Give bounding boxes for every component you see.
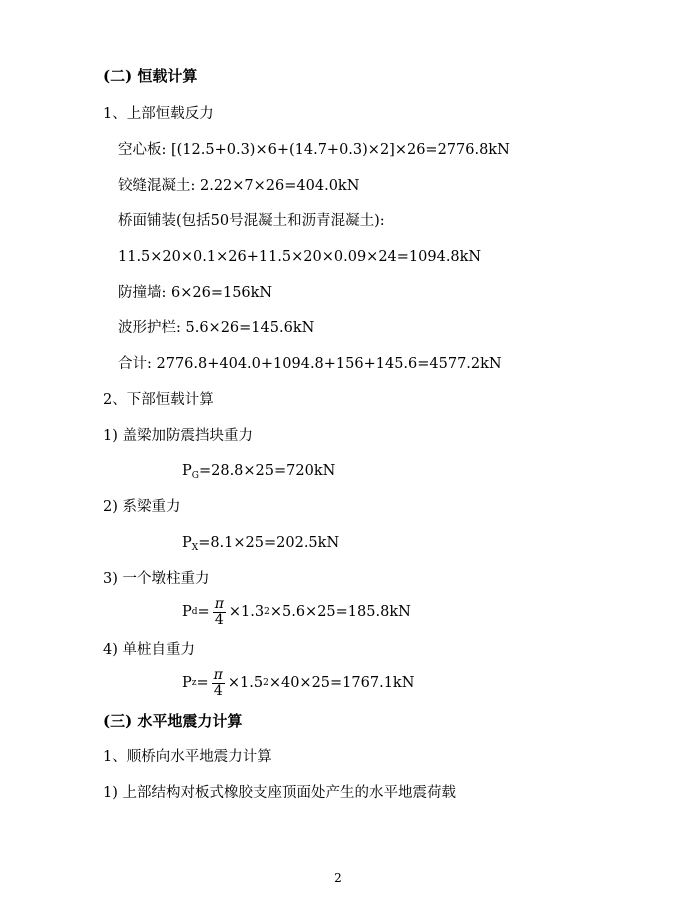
pi-over-4-fraction: $\frac{\pi}{4}$ bbox=[214, 595, 224, 628]
section-heading-dead-load: (二) 恒载计算 bbox=[103, 67, 198, 85]
total-line: 合计: 2776.8+404.0+1094.8+156+145.6=4577.2kN bbox=[118, 356, 502, 372]
item-upper-structure-seismic: 1) 上部结构对板式橡胶支座顶面处产生的水平地震荷载 bbox=[103, 785, 456, 801]
formula-px: $P_X=8.1\times 25=202.5kN$ bbox=[182, 535, 340, 553]
page-number: 2 bbox=[334, 871, 342, 885]
subheading-upper-dead-load: 1、上部恒载反力 bbox=[103, 106, 214, 122]
item-tie-beam: 2) 系梁重力 bbox=[103, 499, 181, 515]
pi-over-4-fraction: $\frac{\pi}{4}$ bbox=[213, 666, 223, 699]
hinge-concrete-line: 铰缝混凝土: 2.22×7×26=404.0kN bbox=[118, 178, 360, 194]
subheading-lower-dead-load: 2、下部恒载计算 bbox=[103, 392, 214, 408]
item-pier-column: 3) 一个墩柱重力 bbox=[103, 571, 210, 587]
deck-paving-formula: 11.5×20×0.1×26+11.5×20×0.09×24=1094.8kN bbox=[118, 249, 482, 265]
crash-wall-line: 防撞墙: 6×26=156kN bbox=[118, 285, 273, 301]
section-heading-seismic: (三) 水平地震力计算 bbox=[103, 712, 243, 730]
formula-pg: $P_G=28.8\times 25=720kN$ bbox=[182, 463, 336, 481]
hollow-slab-line: 空心板: [(12.5+0.3)×6+(14.7+0.3)×2]×26=2776.8kN bbox=[118, 142, 510, 158]
item-single-pile: 4) 单桩自重力 bbox=[103, 642, 195, 658]
formula-pz: P z = $\frac{\pi}{4}$ ×1.5 2 ×40×25=1767.1kN bbox=[182, 666, 415, 699]
guardrail-line: 波形护栏: 5.6×26=145.6kN bbox=[118, 320, 315, 336]
subheading-longitudinal-seismic: 1、顺桥向水平地震力计算 bbox=[103, 749, 272, 765]
deck-paving-line: 桥面铺装(包括50号混凝土和沥青混凝土): bbox=[118, 213, 385, 229]
item-cap-beam: 1) 盖梁加防震挡块重力 bbox=[103, 428, 253, 444]
formula-pd: P d = $\frac{\pi}{4}$ ×1.3 2 ×5.6×25=185.8kN bbox=[182, 595, 411, 628]
